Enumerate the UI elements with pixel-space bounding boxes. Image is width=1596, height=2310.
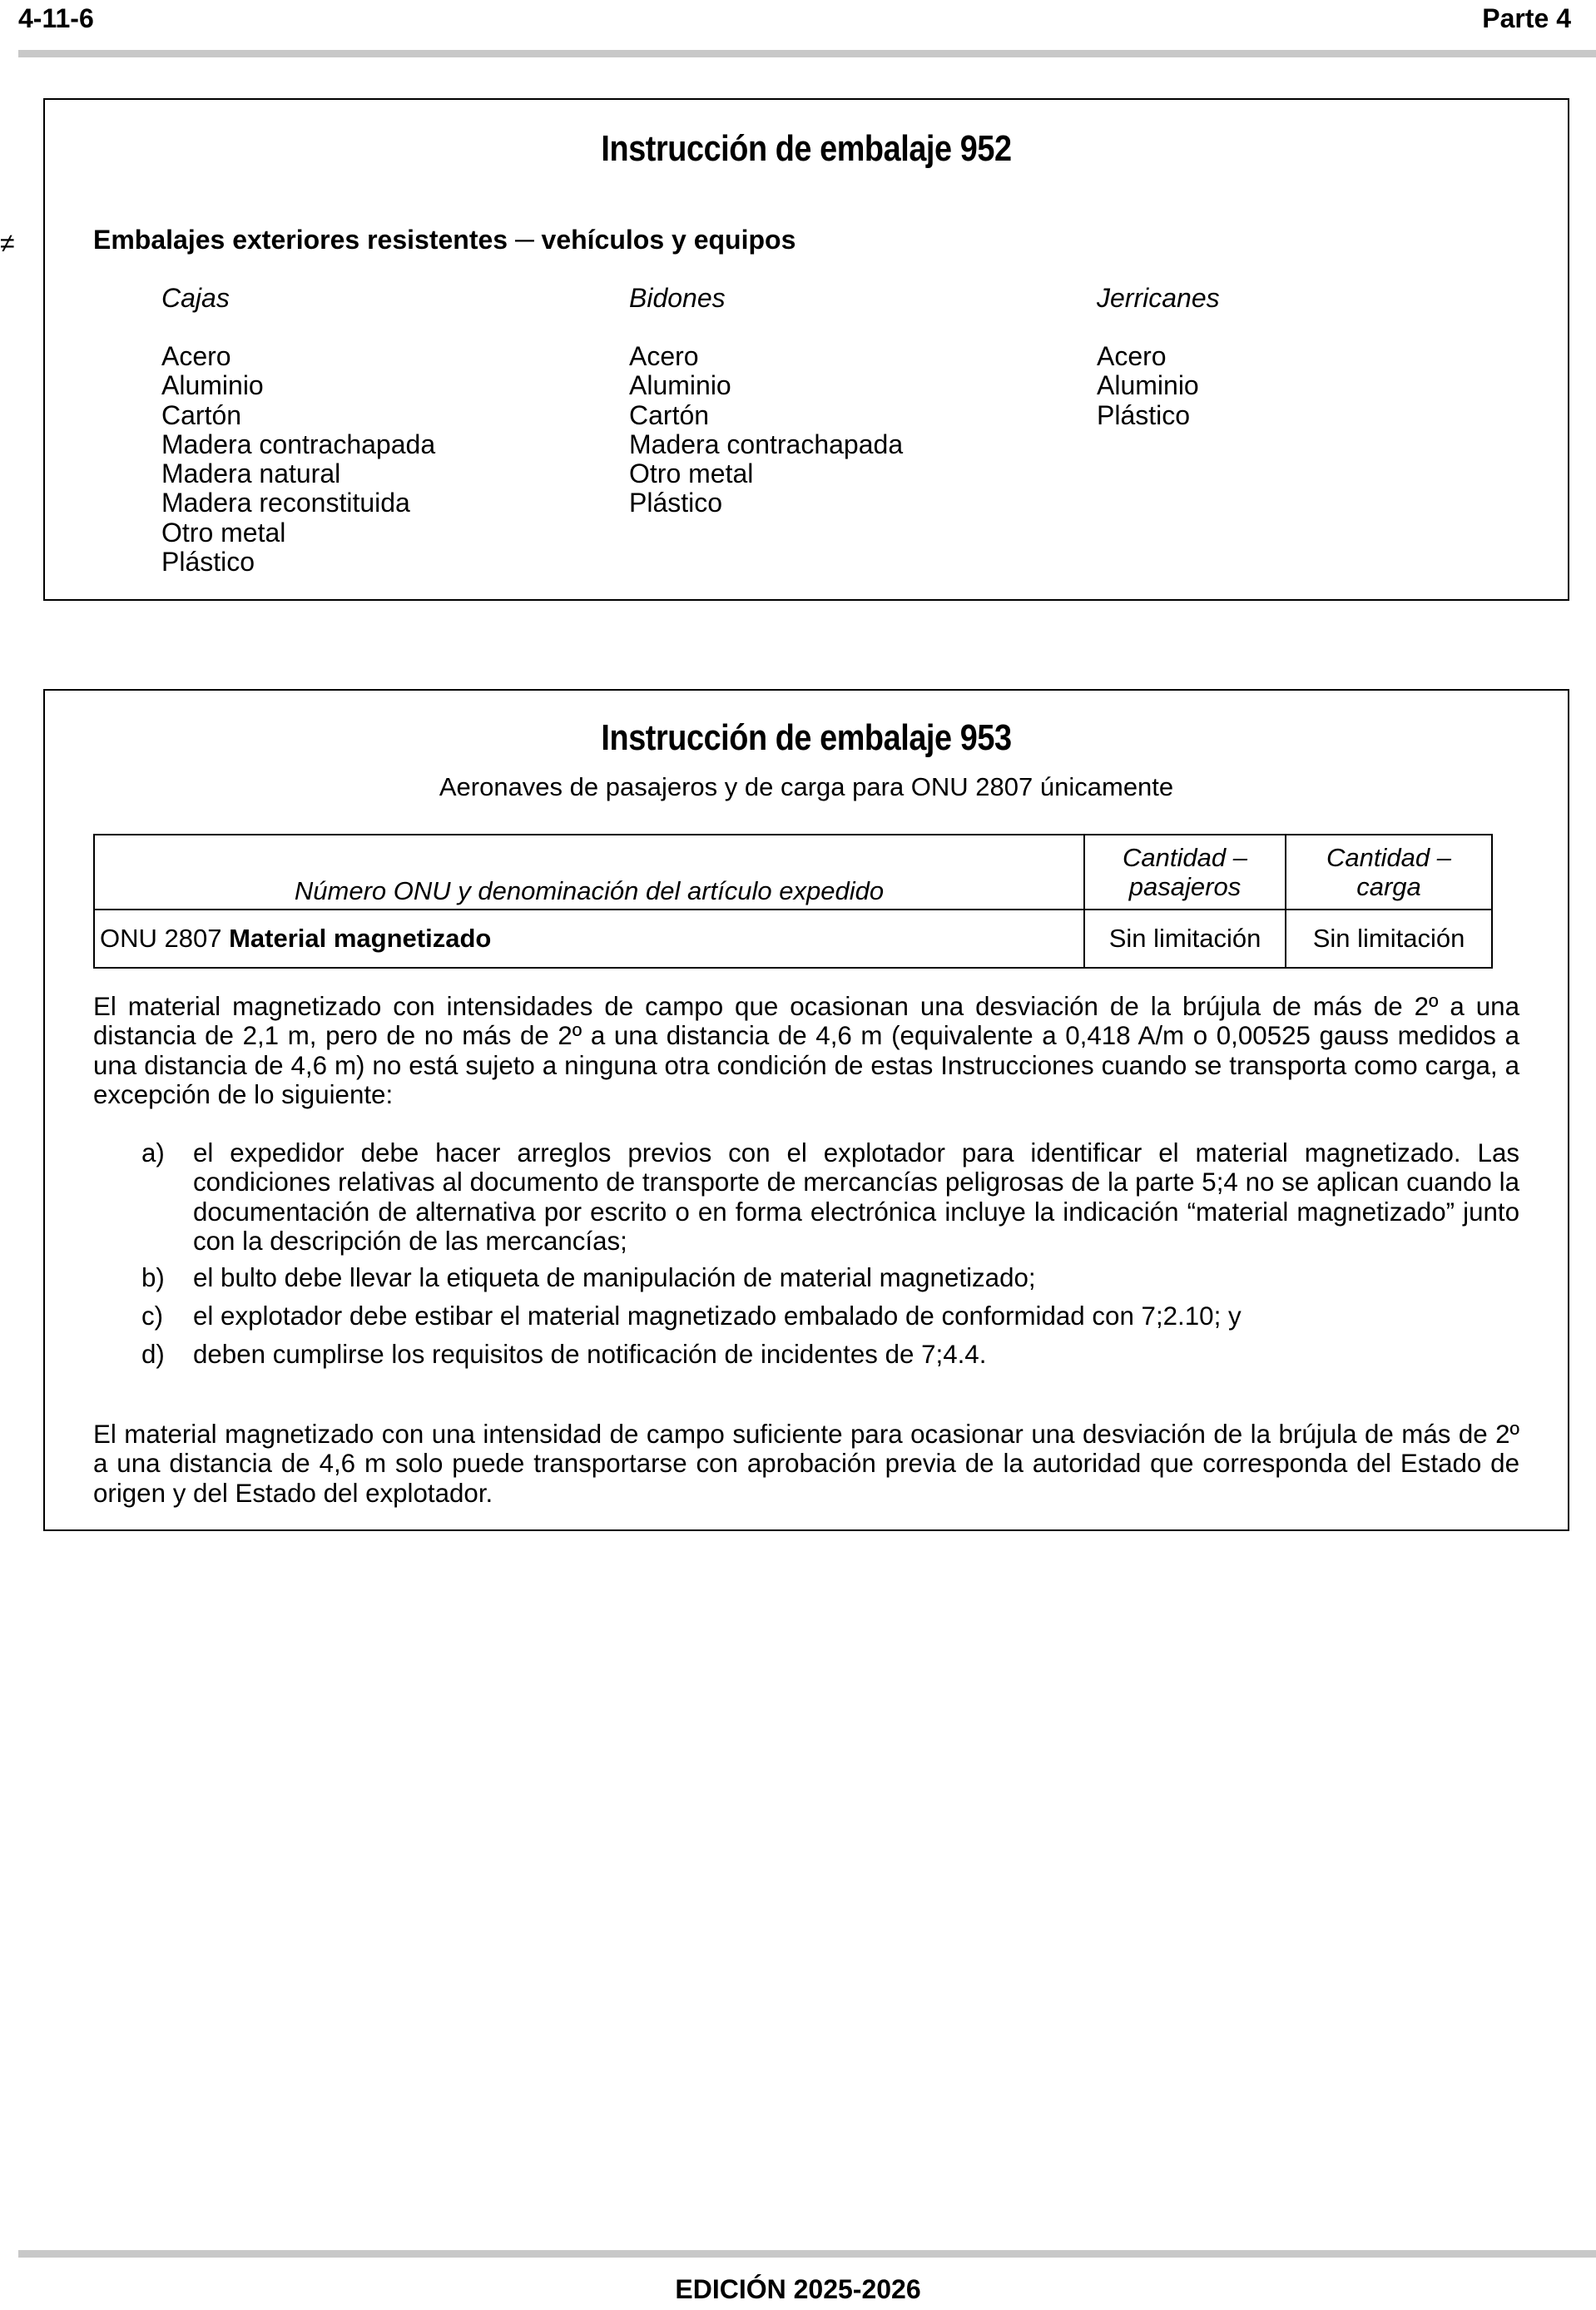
change-mark: ≠ <box>0 228 15 258</box>
list-item <box>93 1138 1519 1263</box>
header-cargo-quantity: Cantidad – carga <box>1286 835 1492 910</box>
list-item: Plástico <box>1097 399 1191 430</box>
part-label: Parte 4 <box>1482 3 1571 33</box>
list-item: Madera natural <box>161 459 341 489</box>
list-item: Madera contrachapada <box>629 429 904 459</box>
column-list <box>1097 342 1220 430</box>
list-item: Otro metal <box>629 459 754 489</box>
list-item <box>93 1263 1519 1301</box>
column-heading: Jerricanes <box>1097 283 1220 313</box>
page-number: 4-11-6 <box>18 3 94 33</box>
pi952-column-bidones <box>629 283 903 518</box>
cell-passenger-limit: Sin limitación <box>1084 910 1286 968</box>
header-rule <box>18 50 1596 57</box>
pi953-title: Instrucción de embalaje 953 <box>601 717 1012 758</box>
column-heading: Cajas <box>161 283 230 313</box>
pi953-conditions-list <box>93 1138 1519 1378</box>
list-item <box>93 1340 1519 1378</box>
cell-article <box>94 910 1084 968</box>
footer-rule <box>18 2250 1596 2258</box>
list-item: Aluminio <box>629 370 731 401</box>
list-item: Plástico <box>629 488 723 518</box>
un-number: ONU 2807 <box>100 924 222 953</box>
list-text: el explotador debe estibar el material magnetizado embalado de conformidad con 7;2.10; y <box>193 1301 1242 1331</box>
list-text: deben cumplirse los requisitos de notificación de incidentes de 7;4.4. <box>193 1340 987 1369</box>
list-item: Cartón <box>629 399 710 430</box>
pi952-title: Instrucción de embalaje 952 <box>601 128 1012 169</box>
packing-instruction-952-box <box>43 98 1569 601</box>
list-item: Madera reconstituida <box>161 488 410 518</box>
pi953-paragraph-2: El material magnetizado con una intensidad de campo suficiente para ocasionar una desviación de la brújula de más de 2º a una distancia de 4,6 m solo puede transportarse con aprobación previa de la autoridad que corresponda del Estado de origen y del Estado del explotador. <box>93 1420 1519 1508</box>
header-un-number: Número ONU y denominación del artículo expedido <box>94 835 1084 910</box>
quantity-table <box>93 834 1493 969</box>
list-item <box>93 1301 1519 1340</box>
header-passenger-quantity: Cantidad – pasajeros <box>1084 835 1286 910</box>
list-item: Madera contrachapada <box>161 429 436 459</box>
list-letter: b) <box>141 1263 165 1292</box>
column-heading: Bidones <box>629 283 726 313</box>
pi952-column-jerricanes <box>1097 283 1220 430</box>
list-item: Acero <box>629 341 699 371</box>
list-letter: c) <box>141 1301 164 1331</box>
edition-label: EDICIÓN 2025-2026 <box>675 2274 921 2304</box>
pi953-subtitle: Aeronaves de pasajeros y de carga para ONU 2807 únicamente <box>439 772 1174 801</box>
list-letter: d) <box>141 1340 165 1369</box>
table-row <box>94 910 1492 968</box>
table-header-row <box>94 835 1492 910</box>
list-item: Acero <box>1097 341 1167 371</box>
pi952-section-heading: Embalajes exteriores resistentes ─ vehículos y equipos <box>93 225 796 255</box>
cell-cargo-limit: Sin limitación <box>1286 910 1492 968</box>
packing-instruction-953-box <box>43 689 1569 1531</box>
column-list <box>629 342 903 518</box>
article-name: Material magnetizado <box>229 924 492 953</box>
list-item: Plástico <box>161 547 255 578</box>
list-item: Aluminio <box>161 370 264 401</box>
list-item: Acero <box>161 341 231 371</box>
list-item: Otro metal <box>161 517 286 548</box>
list-text: el bulto debe llevar la etiqueta de manipulación de material magnetizado; <box>193 1263 1036 1292</box>
list-letter: a) <box>141 1138 165 1167</box>
pi953-paragraph-1: El material magnetizado con intensidades de campo que ocasionan una desviación de la brújula de más de 2º a una distancia de 2,1 m, pero de no más de 2º a una distancia de 4,6 m (equivalente a 0,418 A/m o 0,00525 gauss medidos a una distancia de 4,6 m) no está sujeto a ninguna otra condición de estas Instrucciones cuando se transporta como carga, a excepción de lo siguiente: <box>93 992 1519 1109</box>
list-item: Aluminio <box>1097 370 1199 401</box>
list-text: el expedidor debe hacer arreglos previos con el explotador para identificar el material magnetizado. Las condiciones relativas al documento de transporte de mercancías peligrosas de la parte 5;4 no se aplican cuando la documentación de alternativa por escrito o en forma electrónica incluye la indicación “material magnetizado” junto con la descripción de las mercancías; <box>193 1138 1519 1256</box>
pi952-column-cajas <box>161 283 435 577</box>
list-item: Cartón <box>161 399 242 430</box>
column-list <box>161 342 435 577</box>
